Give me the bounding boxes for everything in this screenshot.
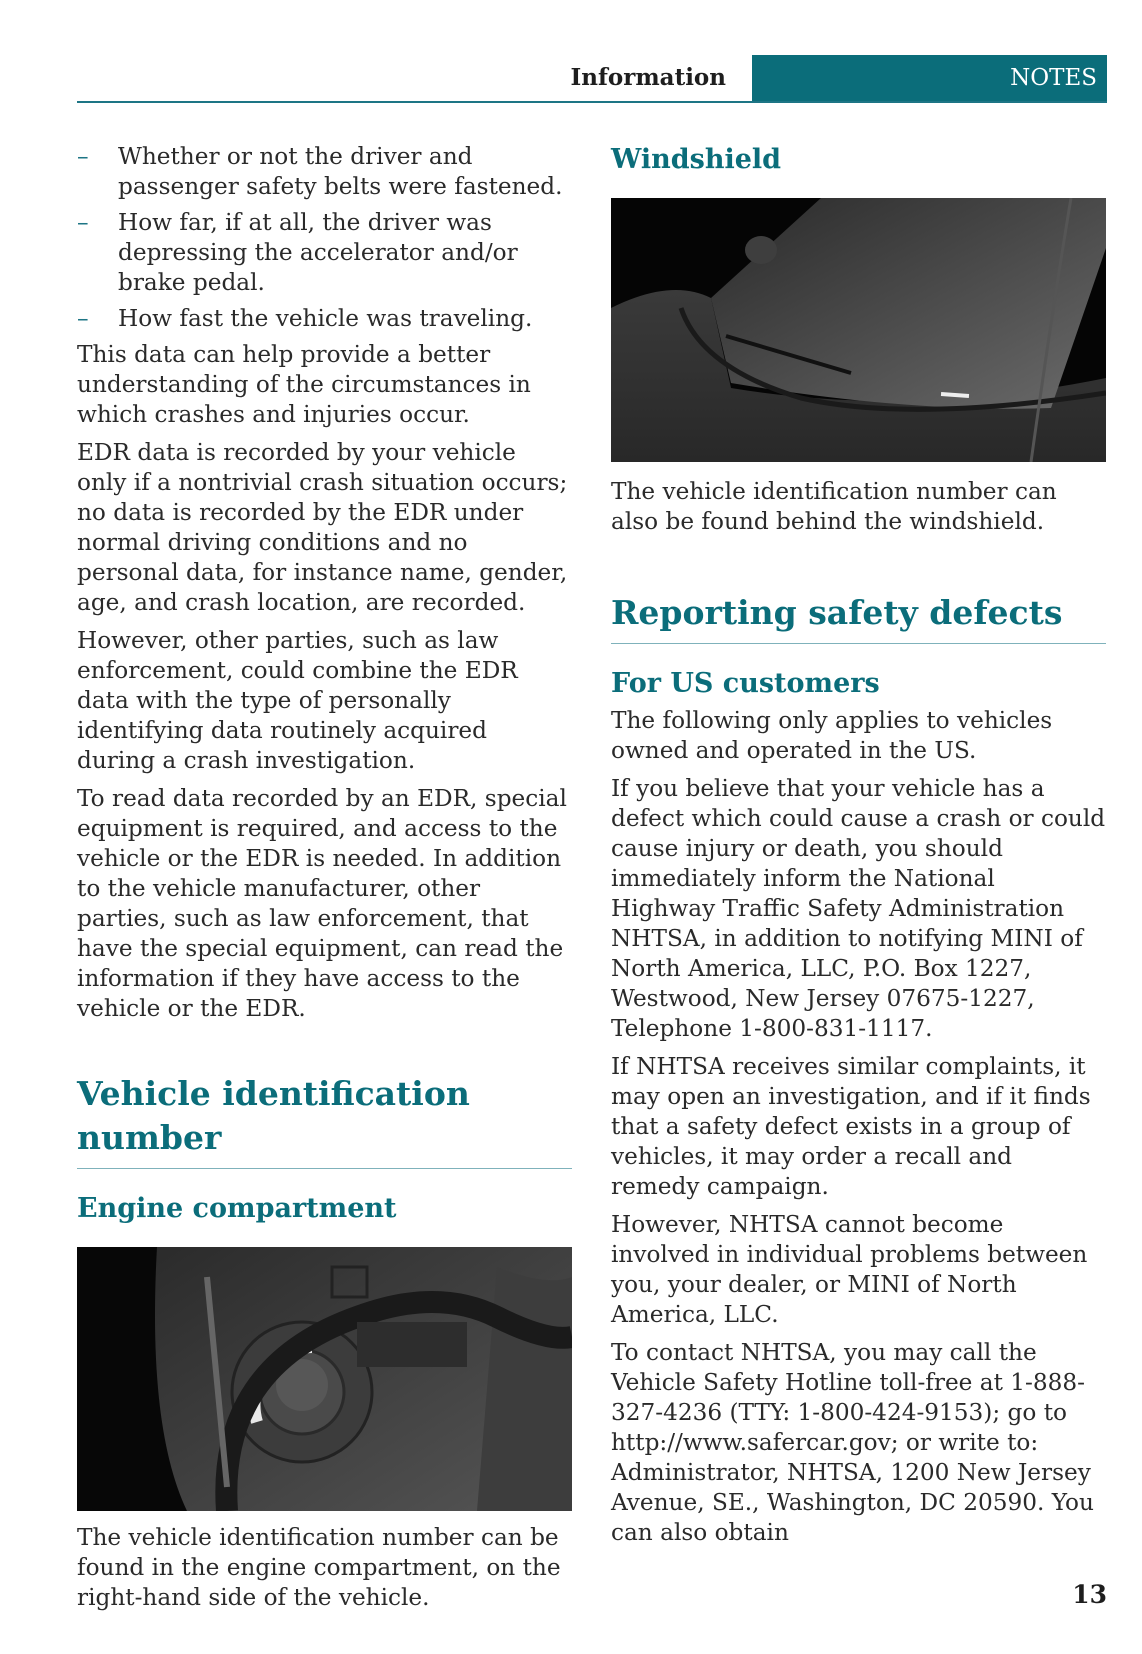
paragraph: The following only applies to vehicles owned and operated in the US. xyxy=(611,707,1053,764)
paragraph: To read data recorded by an EDR, special equipment is required, and access to the vehicle or the EDR is needed. In addition to the vehicle manufacturer, other parties, such as law enforcement, that have the special equipment, can read the information if they have access to the vehicle or the EDR. xyxy=(77,785,567,1022)
page-header xyxy=(77,55,1107,103)
us-customers-heading: For US customers xyxy=(611,668,880,699)
paragraph: This data can help provide a better understanding of the circumstances in which crashes and injuries occur. xyxy=(77,341,531,428)
engine-compartment-icon xyxy=(77,1247,572,1511)
section-title: Information xyxy=(570,64,726,91)
paragraph: If NHTSA receives similar complaints, it may open an investigation, and if it finds that a safety defect exists in a group of vehicles, it may order a recall and remedy campaign. xyxy=(611,1053,1091,1200)
reporting-safety-defects-heading: Reporting safety defects xyxy=(611,591,1106,644)
page-number: 13 xyxy=(1072,1580,1107,1609)
dash-icon: – xyxy=(77,305,89,332)
windshield-heading: Windshield xyxy=(611,144,782,175)
left-column xyxy=(77,142,572,1621)
engine-compartment-illustration xyxy=(77,1247,572,1511)
list-item: – How fast the vehicle was traveling. xyxy=(77,305,533,332)
vin-heading: Vehicle identification number xyxy=(77,1072,572,1169)
list-item: – Whether or not the driver and passenger safety belts were fastened. xyxy=(77,143,563,200)
paragraph: If you believe that your vehicle has a defect which could cause a crash or could cause injury or death, you should immediately inform the National Highway Traffic Safety Administration NHTSA, in addition to notifying MINI of North America, LLC, P.O. Box 1227, Westwood, New Jersey 07675-1227, Telephone 1-800-831-1117. xyxy=(611,775,1106,1042)
list-item: – How far, if at all, the driver was depressing the accelerator and/or brake pedal. xyxy=(77,209,518,296)
windshield-illustration xyxy=(611,198,1106,462)
windshield-icon xyxy=(611,198,1106,462)
engine-compartment-heading: Engine compartment xyxy=(77,1193,397,1224)
paragraph: However, NHTSA cannot become involved in individual problems between you, your dealer, or MINI of North America, LLC. xyxy=(611,1211,1088,1328)
dash-icon: – xyxy=(77,209,89,236)
engine-caption: The vehicle identification number can be found in the engine compartment, on the right-hand side of the vehicle. xyxy=(77,1524,561,1611)
paragraph: To contact NHTSA, you may call the Vehicle Safety Hotline toll-free at 1-888-327-4236 (TTY: 1-800-424-9153); go to http://www.safercar.gov; or write to: Administrator, NHTSA, 1200 New Jersey Avenue, SE., Washington, DC 20590. You can also obtain xyxy=(611,1339,1094,1546)
windshield-caption: The vehicle identification number can also be found behind the windshield. xyxy=(611,478,1057,535)
dash-icon: – xyxy=(77,143,89,170)
edr-bullet-list xyxy=(77,142,572,334)
paragraph: However, other parties, such as law enforcement, could combine the EDR data with the type of personally identifying data routinely acquired during a crash investigation. xyxy=(77,627,518,774)
paragraph: EDR data is recorded by your vehicle only if a nontrivial crash situation occurs; no data is recorded by the EDR under normal driving conditions and no personal data, for instance name, gender, age, and crash location, are recorded. xyxy=(77,439,568,616)
right-column xyxy=(611,142,1106,1556)
chapter-tab: NOTES xyxy=(752,55,1107,101)
